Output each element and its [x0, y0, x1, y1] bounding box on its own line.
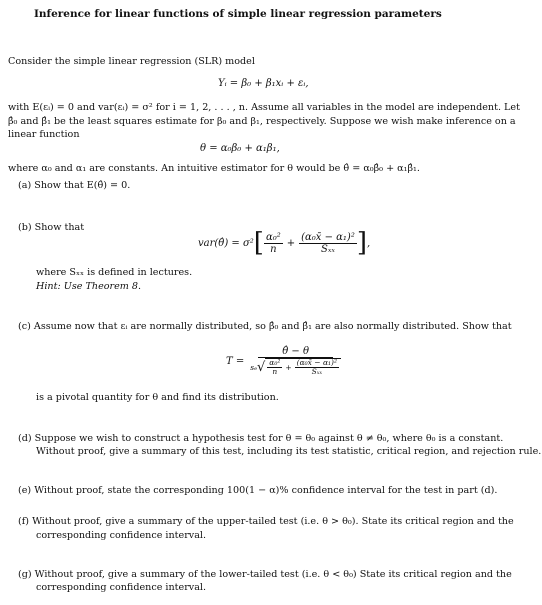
part-a: (a) Show that E(θ̂) = 0. — [18, 180, 131, 191]
sxx-definition: where Sₓₓ is defined in lectures. — [36, 267, 193, 278]
pivotal-inner-numerator-2: (α₀x̄ − α₁)² — [296, 358, 337, 367]
pivotal-denominator — [248, 358, 343, 376]
variance-lhs: var(θ̂) = σ² — [198, 237, 254, 249]
part-f-line-2: corresponding confidence interval. — [36, 530, 207, 541]
part-d-line-2: Without proof, give a summary of this test, including its test statistic, critical region, and rejection rule. — [36, 446, 542, 457]
pivotal-numerator: θ̂ − θ — [258, 346, 333, 358]
part-g-line-1: (g) Without proof, give a summary of the lower-tailed test (i.e. θ < θ₀) State its critical region and the — [18, 569, 512, 580]
assumptions-line-2: β̂₀ and β̂₁ be the least squares estimate for β₀ and β₁, respectively. Suppose we wish make inference on a — [8, 116, 516, 127]
variance-formula — [198, 230, 370, 256]
model-equation: Yᵢ = β₀ + β₁xᵢ + εᵢ, — [218, 78, 309, 89]
variance-numerator-1: α₀² — [265, 231, 281, 243]
assumptions-line-3: linear function — [8, 129, 80, 140]
variance-fraction-1 — [264, 232, 283, 255]
pivotal-inner-denominator-1: n — [272, 367, 278, 376]
theta-equation: θ = α₀β₀ + α₁β₁, — [200, 143, 280, 154]
pivotal-inner-plus: + — [285, 363, 292, 372]
pivotal-inner-fraction-1 — [267, 359, 282, 376]
variance-numerator-2: (α₀x̄ − α₁)² — [301, 231, 355, 243]
intro-text: Consider the simple linear regression (SLR) model — [8, 56, 255, 67]
sqrt-icon: √ — [257, 359, 266, 375]
variance-fraction-2 — [299, 232, 357, 255]
assumptions-line-1: with E(εᵢ) = 0 and var(εᵢ) = σ² for i = 1, 2, . . . , n. Assume all variables in the model are independent. Let — [8, 102, 520, 113]
pivotal-formula — [226, 346, 343, 376]
pivotal-inner-denominator-2: Sₓₓ — [311, 367, 323, 376]
pivotal-se: sₑ — [250, 362, 257, 372]
part-e: (e) Without proof, state the corresponding 100(1 − α)% confidence interval for the test in part (d). — [18, 485, 498, 496]
variance-tail: , — [367, 237, 371, 249]
part-d-line-1: (d) Suppose we wish to construct a hypothesis test for θ = θ₀ against θ ≠ θ₀, where θ₀ is a constant. — [18, 433, 504, 444]
variance-denominator-1: n — [270, 243, 277, 255]
where-line: where α₀ and α₁ are constants. An intuitive estimator for θ would be θ̂ = α₀β̂₀ + α₁β̂₁. — [8, 163, 420, 174]
pivotal-inner-numerator-1: α₀² — [269, 358, 281, 367]
hint-text: Hint: Use Theorem 8. — [36, 281, 142, 292]
right-bracket: ] — [356, 228, 367, 258]
pivotal-lhs: T = — [226, 355, 245, 367]
part-f-line-1: (f) Without proof, give a summary of the upper-tailed test (i.e. θ > θ₀). State its critical region and the — [18, 516, 514, 527]
page-title: Inference for linear functions of simple linear regression parameters — [34, 8, 442, 20]
variance-denominator-2: Sₓₓ — [321, 243, 335, 255]
left-bracket: [ — [253, 228, 264, 258]
part-g-line-2: corresponding confidence interval. — [36, 582, 207, 593]
pivotal-fraction — [248, 346, 343, 376]
part-c: (c) Assume now that εᵢ are normally distributed, so β̂₀ and β̂₁ are also normally distributed. Show that — [18, 321, 512, 332]
pivotal-inner-fraction-2 — [295, 359, 339, 376]
sqrt-contents — [265, 358, 341, 376]
pivotal-text: is a pivotal quantity for θ and find its distribution. — [36, 392, 279, 403]
part-b: (b) Show that — [18, 222, 85, 233]
variance-plus: + — [286, 237, 296, 249]
